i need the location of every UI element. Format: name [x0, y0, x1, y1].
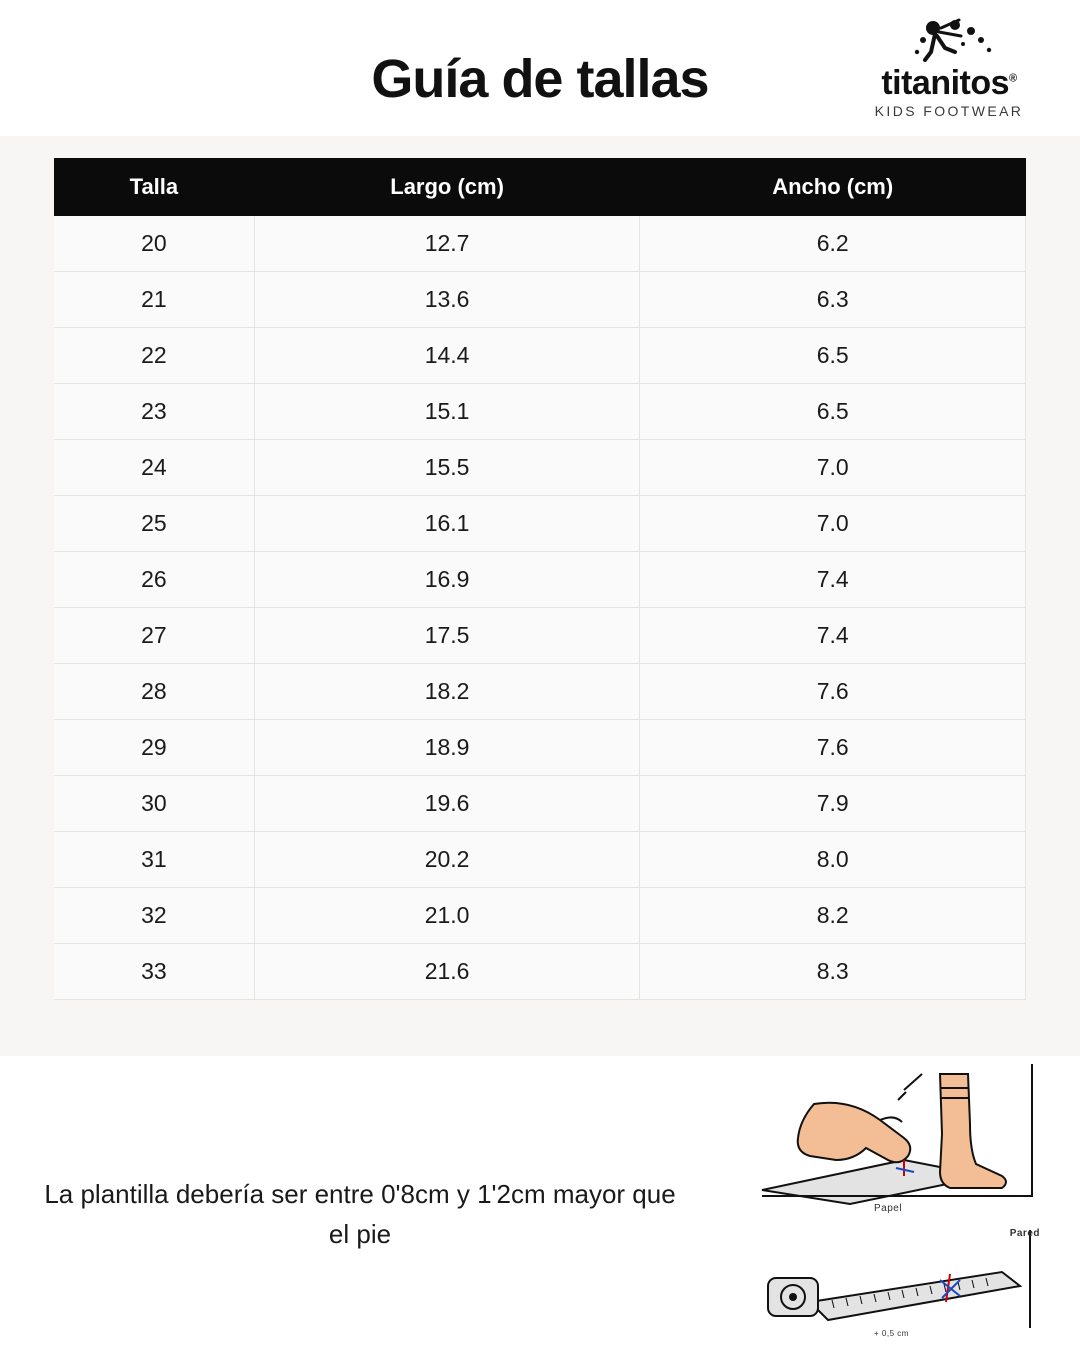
cell-talla: 28: [54, 664, 254, 720]
cell-ancho: 8.0: [640, 832, 1026, 888]
measurement-figures: [754, 1064, 1044, 1342]
table-row: [54, 496, 1026, 552]
brand-name: [881, 66, 1016, 100]
insole-note: La plantilla debería ser entre 0'8cm y 1'2cm mayor que el pie: [44, 1179, 676, 1250]
cell-talla: 22: [54, 328, 254, 384]
table-header-row: [54, 158, 1026, 216]
table-row: [54, 384, 1026, 440]
cell-ancho: 6.5: [640, 384, 1026, 440]
hand-tracing-foot-on-paper-icon: [754, 1064, 1044, 1216]
size-table-section: [0, 136, 1080, 1056]
column-header-ancho: Ancho (cm): [640, 158, 1026, 216]
cell-ancho: 6.5: [640, 328, 1026, 384]
table-row: [54, 552, 1026, 608]
cell-talla: 20: [54, 216, 254, 272]
figure-caption-margin: + 0,5 cm: [874, 1329, 909, 1338]
cell-largo: 17.5: [254, 608, 640, 664]
cell-talla: 33: [54, 944, 254, 1000]
cell-talla: 32: [54, 888, 254, 944]
brand-name-text: titanitos: [881, 64, 1010, 102]
column-header-talla: Talla: [54, 158, 254, 216]
figure-caption-papel: Papel: [874, 1203, 903, 1214]
cell-ancho: 7.0: [640, 496, 1026, 552]
cell-talla: 30: [54, 776, 254, 832]
cell-talla: 23: [54, 384, 254, 440]
bottom-section: [0, 1056, 1080, 1350]
cell-largo: 21.6: [254, 944, 640, 1000]
cell-largo: 20.2: [254, 832, 640, 888]
cell-talla: 27: [54, 608, 254, 664]
cell-ancho: 6.2: [640, 216, 1026, 272]
splatter-kid-icon: [854, 18, 1044, 64]
cell-ancho: 7.4: [640, 608, 1026, 664]
page-header: [0, 0, 1080, 136]
cell-talla: 24: [54, 440, 254, 496]
figure-caption-pared: Pared: [1009, 1228, 1040, 1239]
table-row: [54, 328, 1026, 384]
table-row: [54, 216, 1026, 272]
cell-ancho: 7.6: [640, 720, 1026, 776]
cell-talla: 26: [54, 552, 254, 608]
cell-largo: 15.1: [254, 384, 640, 440]
cell-largo: 13.6: [254, 272, 640, 328]
cell-largo: 16.9: [254, 552, 640, 608]
cell-talla: 25: [54, 496, 254, 552]
cell-largo: 12.7: [254, 216, 640, 272]
table-row: [54, 608, 1026, 664]
page-title: Guía de tallas: [371, 49, 709, 109]
cell-talla: 21: [54, 272, 254, 328]
cell-largo: 16.1: [254, 496, 640, 552]
brand-tagline: KIDS FOOTWEAR: [874, 103, 1024, 119]
cell-largo: 21.0: [254, 888, 640, 944]
size-chart-table: [54, 158, 1026, 1000]
table-row: [54, 440, 1026, 496]
cell-talla: 29: [54, 720, 254, 776]
brand-logo: [854, 18, 1044, 119]
table-row: [54, 888, 1026, 944]
table-row: [54, 272, 1026, 328]
cell-ancho: 7.6: [640, 664, 1026, 720]
measuring-tape-ruler-icon: [754, 1224, 1044, 1342]
table-row: [54, 776, 1026, 832]
cell-ancho: 7.0: [640, 440, 1026, 496]
cell-largo: 15.5: [254, 440, 640, 496]
cell-largo: 18.2: [254, 664, 640, 720]
cell-ancho: 7.9: [640, 776, 1026, 832]
cell-talla: 31: [54, 832, 254, 888]
cell-ancho: 7.4: [640, 552, 1026, 608]
cell-ancho: 8.2: [640, 888, 1026, 944]
table-row: [54, 664, 1026, 720]
cell-largo: 14.4: [254, 328, 640, 384]
cell-ancho: 8.3: [640, 944, 1026, 1000]
cell-ancho: 6.3: [640, 272, 1026, 328]
table-row: [54, 720, 1026, 776]
table-row: [54, 832, 1026, 888]
table-row: [54, 944, 1026, 1000]
cell-largo: 19.6: [254, 776, 640, 832]
registered-mark: ®: [1009, 72, 1017, 85]
column-header-largo: Largo (cm): [254, 158, 640, 216]
cell-largo: 18.9: [254, 720, 640, 776]
